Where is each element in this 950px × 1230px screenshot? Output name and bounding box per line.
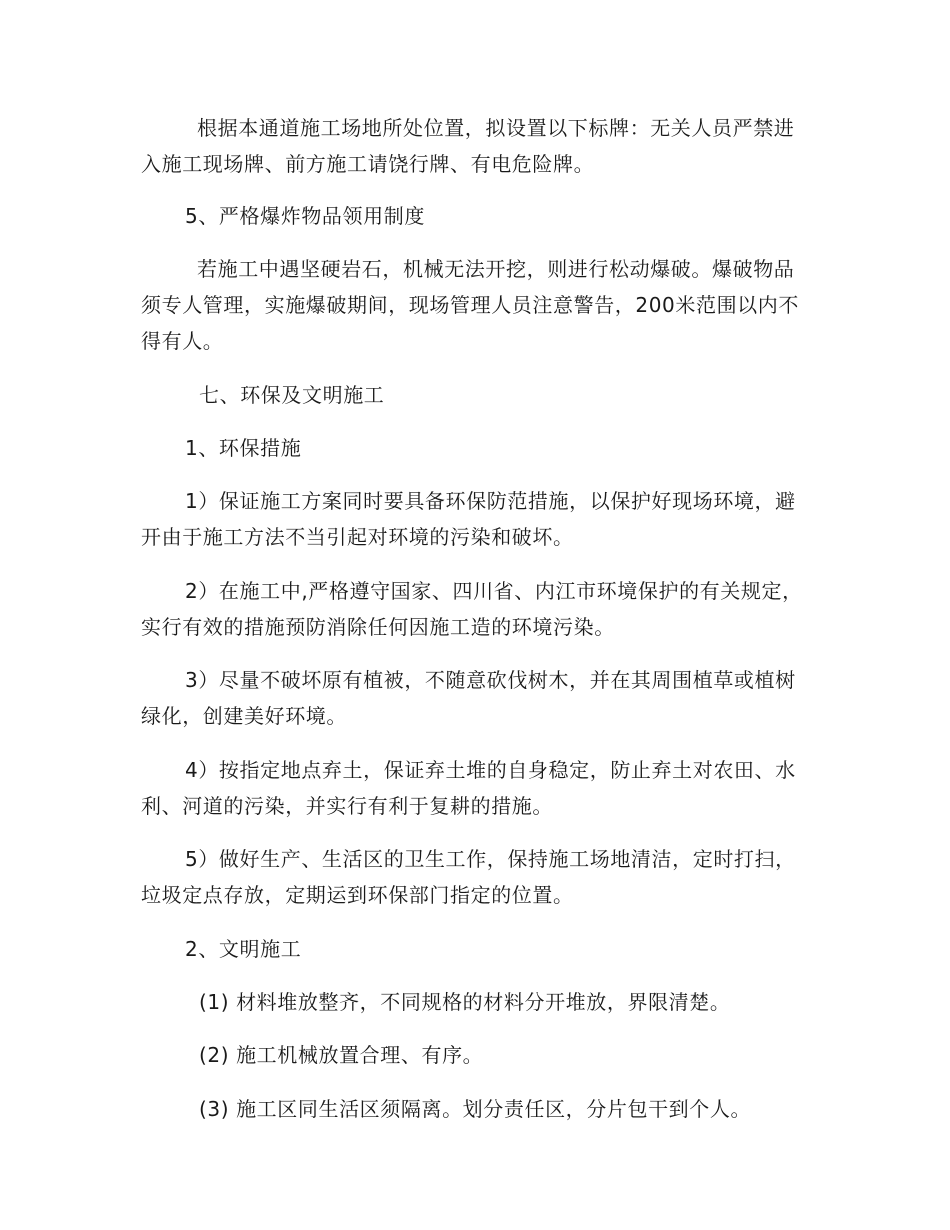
paragraph-env-item-1: 1）保证施工方案同时要具备环保防范措施，以保护好现场环境，避开由于施工方法不当引起对环境的污染和破坏。 [141, 489, 796, 549]
list-item-civil-2: (2) 施工机械放置合理、有序。 [199, 1043, 484, 1067]
paragraph-blasting: 若施工中遇坚硬岩石，机械无法开挖，则进行松动爆破。爆破物品须专人管理，实施爆破期间，现场管理人员注意警告，200米范围以内不得有人。 [141, 257, 799, 353]
paragraph-env-item-5: 5）做好生产、生活区的卫生工作，保持施工场地清洁，定时打扫，垃圾定点存放，定期运到环保部门指定的位置。 [141, 847, 796, 907]
paragraph-signage: 根据本通道施工场地所处位置，拟设置以下标牌：无关人员严禁进入施工现场牌、前方施工请饶行牌、有电危险牌。 [141, 116, 795, 176]
list-item-civil-3: (3) 施工区同生活区须隔离。划分责任区，分片包干到个人。 [199, 1097, 752, 1121]
heading-civilized-construction: 2、文明施工 [185, 937, 302, 961]
heading-section-seven: 七、环保及文明施工 [199, 383, 385, 407]
paragraph-env-item-4: 4）按指定地点弃土，保证弃土堆的自身稳定，防止弃土对农田、水利、河道的污染，并实行有利于复耕的措施。 [141, 758, 796, 818]
heading-environmental-measures: 1、环保措施 [185, 436, 302, 460]
paragraph-env-item-3: 3）尽量不破坏原有植被，不随意砍伐树木，并在其周围植草或植树绿化，创建美好环境。 [141, 668, 796, 728]
list-item-civil-1: (1) 材料堆放整齐，不同规格的材料分开堆放，界限清楚。 [199, 990, 731, 1014]
paragraph-env-item-2: 2）在施工中,严格遵守国家、四川省、内江市环境保护的有关规定，实行有效的措施预防消除任何因施工造的环境污染。 [141, 579, 803, 639]
heading-explosives-rule: 5、严格爆炸物品领用制度 [185, 204, 425, 228]
